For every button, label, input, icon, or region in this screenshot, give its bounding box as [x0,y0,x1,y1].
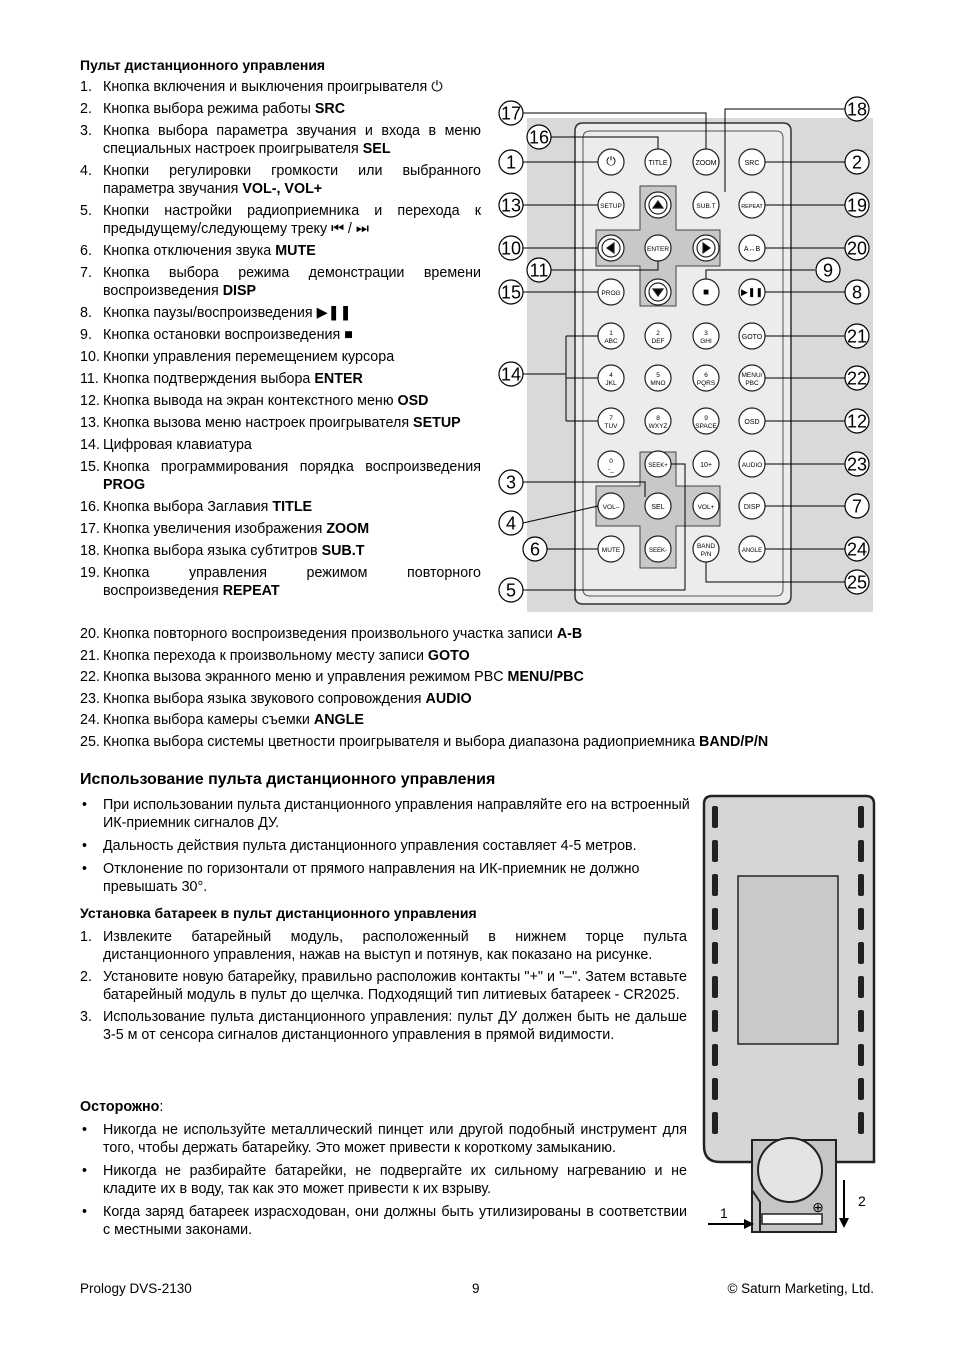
cursor-right-button [693,235,719,261]
enter-button-label: ENTER [646,246,670,253]
item-key-label: SETUP [413,415,461,431]
item-text: Кнопка выбора параметра звучания и входа в меню специальных настроек проигрывателя [103,123,481,157]
list-item [80,264,481,300]
cursor-down-button [645,279,671,305]
item-number: 5. [80,203,92,219]
item-text: Кнопка вывода на экран контекстного меню [103,393,398,409]
caution-label: Осторожно [80,1099,160,1115]
callout-11 [527,258,551,282]
osd-button [739,408,765,434]
item-number: 19. [80,565,100,581]
list-item [80,326,481,344]
callout-number: 23 [846,454,868,475]
callout-number: 7 [851,496,863,517]
num0-button [598,451,624,477]
callout-5 [499,578,523,602]
footer-page-number: 9 [472,1281,480,1296]
callout-24 [845,537,869,561]
num0-button-label: 0 [609,458,613,465]
callout-12 [845,409,869,433]
callout-18 [845,97,869,121]
zoom-button [693,149,719,175]
callout-1 [499,150,523,174]
item-number: 16. [80,499,100,515]
callout-number: 9 [822,260,834,281]
callout-number: 22 [846,368,868,389]
num6-button-label: 6 [704,372,708,379]
list-item [80,100,481,118]
item-number: 15. [80,459,100,475]
callout-3 [499,470,523,494]
footer-model: Prology DVS-2130 [80,1281,192,1296]
list-item [80,414,481,432]
subt-button-label: SUB.T [696,203,716,210]
callout-16 [527,125,551,149]
num4-button-label: JKL [605,380,617,387]
item-text: Кнопка управления режимом повторного воспроизведения [103,565,481,599]
num9-button [693,408,719,434]
list-item [80,498,481,516]
callout-number: 20 [846,238,868,259]
power-button [598,149,624,175]
band-pn-button-label: P/N [700,551,712,558]
list-item [80,690,880,708]
caution-colon: : [159,1099,164,1115]
item-number: 6. [80,243,92,259]
list-item [80,78,481,96]
callout-number: 6 [529,539,541,560]
item-text: Использование пульта дистанционного управления: пульт ДУ должен быть не дальше 3-5 м от сенсора сигналов дистанционного управления в прямой видимости. [103,1009,687,1043]
prog-button [598,279,624,305]
item-number: 20. [80,626,100,642]
item-number: 7. [80,265,92,281]
num7-button-label: 7 [609,415,613,422]
menu-pbc-button-label: MENU/ [741,372,763,379]
callout-10 [499,236,523,260]
power-button-label: ⏻ [606,154,616,168]
num4-button-label: 4 [609,372,613,379]
list-item [80,304,481,322]
callout-number: 25 [846,572,868,593]
play-pause-button-label: ▶❚❚ [740,287,764,297]
item-text: Кнопка паузы/воспроизведения ▶❚❚ [103,305,352,321]
list-item [80,348,481,366]
bullet-item: • Никогда не используйте металлический пинцет или другой подобный инструмент для того, чтобы держать батарейку. Это может привести к короткому замыканию. [80,1121,687,1157]
item-key-label: MUTE [275,243,316,259]
item-number: 12. [80,393,100,409]
item-key-label: ZOOM [326,521,370,537]
mute-button-label: MUTE [601,547,621,554]
item-text: Установите новую батарейку, правильно расположив контакты "+" и "–". Затем вставьте батарейный модуль в пульт до щелчка. Подходящий тип литиевых батареек - CR2025. [103,969,687,1003]
callout-number: 18 [846,99,868,120]
list-item [80,202,481,238]
item-key-label: A-B [556,626,583,642]
callout-25 [845,570,869,594]
item-text: Извлеките батарейный модуль, расположенный в нижнем торце пульта дистанционного управления, нажав на выступ и потянув, как показано на рисунке. [103,929,687,963]
list-item [80,564,481,600]
callout-number: 8 [851,282,863,303]
item-number: 21. [80,647,100,664]
bullet-item: • Дальность действия пульта дистанционного управления составляет 4-5 метров. [80,837,690,855]
goto-button [739,323,765,349]
list-item [80,711,880,729]
num2-button-label: 2 [656,330,660,337]
item-key-label: AUDIO [425,690,472,707]
item-text: Кнопка выбора режима демонстрации времени воспроизведения [103,265,481,299]
num5-button [645,365,671,391]
audio-button-label: AUDIO [741,462,763,469]
item-key-label: REPEAT [222,583,280,599]
callout-23 [845,452,869,476]
usage-bullets [80,796,690,901]
callout-number: 2 [851,152,863,173]
item-number: 17. [80,521,100,537]
setup-button [598,192,624,218]
list-item [80,458,481,494]
remote-control-diagram [494,96,874,612]
item-key-label: DISP [222,283,257,299]
item-text: Кнопка отключения звука [103,243,276,259]
item-number: 2. [80,969,92,985]
band-pn-button-label: BAND [696,543,716,550]
callout-4 [499,511,523,535]
callout-21 [845,324,869,348]
callout-9 [816,258,840,282]
list-item [80,733,880,751]
sel-button [645,493,671,519]
src-button [739,149,765,175]
list-item [80,928,687,964]
num8-button-label: WXYZ [648,423,668,430]
callout-6 [523,537,547,561]
disp-button-label: DISP [743,504,761,511]
list-item [80,162,481,198]
disp-button [739,493,765,519]
item-number: 10. [80,349,100,365]
angle-button-label: ANGLE [741,548,763,554]
num5-button-label: MNO [650,380,666,387]
cursor-left-button [598,235,624,261]
item-text: Кнопки регулировки громкости или выбранного параметра звучания [103,163,481,197]
item-text: Кнопка повторного воспроизведения произвольного участка записи [103,626,557,642]
battery-compartment-figure [700,792,880,1242]
stop-button [693,279,719,305]
item-number: 18. [80,543,100,559]
callout-22 [845,366,869,390]
repeat-button-label: REPEAT [741,204,763,210]
item-text: Кнопка выбора режима работы [103,101,315,117]
item-number: 3. [80,123,92,139]
ten-plus-button [693,451,719,477]
callout-number: 15 [500,282,522,303]
item-text: Кнопка выбора системы цветности проигрывателя и выбора диапазона радиоприемника [103,733,700,750]
num7-button-label: TUV [604,423,618,430]
num1-button-label: ABC [604,338,618,345]
item-key-label: ENTER [314,371,363,387]
item-key-label: BAND/P/N [699,733,769,750]
caution-bullets [80,1121,687,1244]
callout-2 [845,150,869,174]
osd-button-label: OSD [744,419,760,426]
vol-plus-button-label: VOL+ [697,504,715,511]
item-number: 1. [80,79,92,95]
num9-button-label: SPACE [695,423,717,430]
list-item [80,625,880,643]
item-text: Кнопки настройки радиоприемника и перехода к предыдущему/следующему треку ⏮ / ⏭ [103,203,481,237]
mute-button [598,536,624,562]
list-item [80,668,880,686]
callout-number: 16 [528,127,550,148]
list-item [80,520,481,538]
seek-down-button [645,536,671,562]
item-number: 25. [80,733,100,750]
list-item [80,370,481,388]
callout-20 [845,236,869,260]
item-text: Кнопка выбора камеры съемки [103,712,314,729]
list-item [80,968,687,1004]
bullet-item: • Отклонение по горизонтали от прямого направления на ИК-приемник не должно превышать 30°. [80,860,690,896]
callout-number: 10 [500,238,522,259]
prog-button-label: PROG [601,290,621,297]
callout-number: 4 [505,513,517,534]
button-list-wide [80,625,880,755]
item-text: Кнопка программирования порядка воспроизведения [103,459,481,475]
item-key-label: OSD [397,393,429,409]
vol-minus-button [598,493,624,519]
item-text: Кнопка остановки воспроизведения ■ [103,327,353,343]
num5-button-label: 5 [656,372,660,379]
item-number: 4. [80,163,92,179]
num3-button [693,323,719,349]
list-item [80,647,880,665]
callout-number: 1 [505,152,517,173]
battery-steps [80,928,687,1048]
usage-section-title: Использование пульта дистанционного управления [80,771,496,788]
item-number: 8. [80,305,92,321]
num1-button-label: 1 [609,330,613,337]
item-key-label: SEL [362,141,391,157]
enter-button [645,235,671,261]
num9-button-label: 9 [704,415,708,422]
item-text: Кнопка вызова меню настроек проигрывателя [103,415,414,431]
item-text: Кнопка вызова экранного меню и управления режимом PBC [103,669,508,686]
callout-17 [499,101,523,125]
item-number: 22. [80,669,100,686]
setup-button-label: SETUP [600,203,622,210]
callout-number: 13 [500,195,522,216]
ab-button [739,235,765,261]
num6-button [693,365,719,391]
item-text: Кнопка выбора Заглавия [103,499,273,515]
item-number: 11. [80,371,99,387]
num4-button [598,365,624,391]
ten-plus-button-label: 10+ [700,462,712,469]
callout-number: 17 [500,103,522,124]
remote-section-title: Пульт дистанционного управления [80,57,326,73]
list-item [80,1008,687,1044]
footer-copyright: © Saturn Marketing, Ltd. [727,1281,874,1296]
vol-plus-button [693,493,719,519]
item-number: 13. [80,415,100,431]
menu-pbc-button-label: PBC [745,380,759,387]
seek-up-button [645,451,671,477]
item-number: 2. [80,101,92,117]
item-number: 23. [80,690,100,707]
repeat-button [739,192,765,218]
item-text: Кнопка перехода к произвольному месту записи [103,647,428,664]
callout-15 [499,280,523,304]
audio-button [739,451,765,477]
num1-button [598,323,624,349]
list-item [80,542,481,560]
item-number: 24. [80,712,100,729]
callout-number: 19 [846,195,868,216]
bullet-item: • Когда заряд батареек израсходован, они должны быть утилизированы в соответствии с местными законами. [80,1203,687,1239]
callout-number: 21 [846,326,868,347]
item-number: 9. [80,327,92,343]
callout-number: 24 [846,539,868,560]
item-key-label: SRC [314,101,346,117]
angle-button [739,536,765,562]
ab-button-label: A↔B [743,246,761,253]
item-number: 3. [80,1009,92,1025]
item-key-label: TITLE [272,499,313,515]
caution-heading [80,1099,163,1115]
num3-button-label: GHI [700,338,712,345]
item-key-label: GOTO [427,647,470,664]
item-text: Кнопка выбора языка субтитров [103,543,322,559]
list-item [80,122,481,158]
item-text: Кнопка подтверждения выбора [103,371,315,387]
subt-button [693,192,719,218]
num8-button-label: 8 [656,415,660,422]
bullet-item: • При использовании пульта дистанционного управления направляйте его на встроенный ИК-приемник сигналов ДУ. [80,796,690,832]
item-text: Кнопка увеличения изображения [103,521,327,537]
arrow-label-2: 2 [858,1193,866,1209]
item-key-label: ANGLE [313,712,364,729]
sel-button-label: SEL [651,504,665,511]
num0-button-label: -_ [608,466,614,473]
seek-up-button-label: SEEK+ [648,463,668,469]
callout-7 [845,494,869,518]
stop-button-label: ■ [702,287,710,298]
title-button [645,149,671,175]
item-key-label: MENU/PBC [507,669,584,686]
battery-plus-icon: ⊕ [812,1199,824,1215]
bullet-item: • Никогда не разбирайте батарейки, не подвергайте их сильному нагреванию и не кладите их в воду, так как это может привести к их взрыву. [80,1162,687,1198]
item-key-label: VOL-, VOL+ [242,181,323,197]
callout-number: 3 [505,472,517,493]
list-item [80,436,481,454]
cursor-up-button [645,192,671,218]
callout-number: 12 [846,411,868,432]
num2-button-label: DEF [651,338,665,345]
callout-8 [845,280,869,304]
callout-number: 5 [505,580,517,601]
num6-button-label: PQRS [696,380,716,387]
num2-button [645,323,671,349]
item-text: Кнопки управления перемещением курсора [103,349,395,365]
callout-number: 14 [500,364,522,385]
item-key-label: SUB.T [321,543,365,559]
list-item [80,242,481,260]
item-number: 14. [80,437,100,453]
title-button-label: TITLE [648,160,668,167]
callout-14 [499,362,523,386]
arrow-label-1: 1 [720,1205,728,1221]
num7-button [598,408,624,434]
battery-section-title: Установка батареек в пульт дистанционного управления [80,905,477,921]
goto-button-label: GOTO [741,334,763,341]
item-text: Цифровая клавиатура [103,437,252,453]
seek-down-button-label: SEEK- [648,548,668,554]
callout-19 [845,193,869,217]
play-pause-button [739,279,765,305]
src-button-label: SRC [744,160,760,167]
callout-13 [499,193,523,217]
zoom-button-label: ZOOM [695,160,717,167]
band-pn-button [693,536,719,562]
list-item [80,392,481,410]
menu-pbc-button [739,365,765,391]
num8-button [645,408,671,434]
item-key-label: PROG [103,477,146,493]
vol-minus-button-label: VOL– [602,504,620,511]
item-text: Кнопка выбора языка звукового сопровождения [103,690,426,707]
num3-button-label: 3 [704,330,708,337]
item-text: Кнопка включения и выключения проигрывателя ⏻ [103,79,443,95]
button-list-narrow [80,78,481,604]
item-number: 1. [80,929,92,945]
callout-number: 11 [529,260,549,281]
